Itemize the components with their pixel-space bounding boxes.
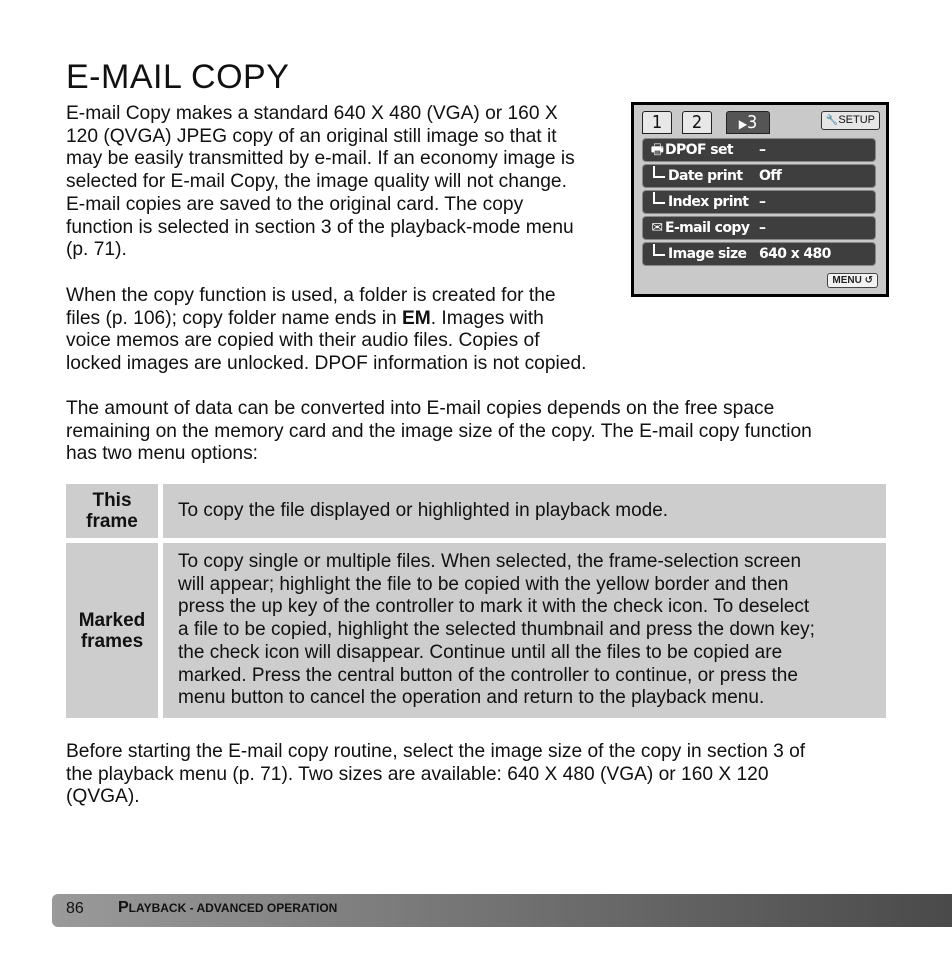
text-line: marked. Press the central button of the controller to continue, or press the	[178, 664, 798, 686]
setup-tab[interactable]	[821, 111, 880, 130]
camera-menu-screen	[631, 102, 889, 297]
setup-label: SETUP	[838, 114, 875, 126]
return-icon: ↺	[864, 275, 873, 286]
text-line: Before starting the E-mail copy routine, select the image size of the copy in section 3 of	[66, 741, 806, 762]
menu-row-email-copy[interactable]	[642, 216, 876, 240]
option-name-line: This	[92, 490, 132, 511]
tree-branch-icon	[653, 244, 665, 256]
menu-row-label: E-mail copy	[665, 220, 750, 236]
tab-section-2[interactable]: 2	[682, 111, 712, 134]
text-line: function is selected in section 3 of the playback-mode menu	[66, 216, 574, 238]
text-line: When the copy function is used, a folder is created for the	[66, 285, 556, 306]
menu-row-value: –	[759, 194, 766, 210]
camera-menu-panel	[634, 105, 886, 294]
menu-row-label: DPOF set	[665, 142, 733, 158]
wrench-icon: 🔧	[825, 115, 839, 126]
text-segment: files (p. 106); copy folder name ends in	[66, 307, 402, 329]
text-line: may be easily transmitted by e-mail. If an economy image is	[66, 148, 575, 170]
text-line: will appear; highlight the file to be copied with the yellow border and then	[178, 573, 789, 595]
option-name-line: Marked	[78, 609, 146, 631]
folder-paragraph	[66, 285, 641, 376]
intro-paragraph	[66, 103, 619, 262]
text-segment: . Images with	[430, 307, 544, 329]
text-line: has two menu options:	[66, 443, 258, 465]
text-line	[66, 308, 641, 331]
text-line: the playback menu (p. 71). Two sizes are available: 640 X 480 (VGA) or 160 X 120	[66, 763, 769, 785]
em-suffix: EM	[401, 307, 431, 329]
tree-branch-icon	[653, 192, 665, 204]
text-line: menu button to cancel the operation and return to the playback menu.	[178, 687, 765, 709]
menu-row-label: Date print	[668, 168, 743, 184]
menu-row-value: Off	[759, 168, 782, 184]
image-size-paragraph	[66, 741, 886, 809]
menu-tab-bar	[634, 105, 886, 136]
option-name	[66, 484, 158, 538]
playback-icon: ▶	[738, 117, 747, 131]
menu-row-label: Image size	[668, 246, 747, 262]
menu-row-index-print[interactable]	[642, 190, 876, 214]
option-name	[66, 543, 158, 718]
tab-label: 3	[747, 112, 758, 133]
text-line: press the up key of the controller to mark it with the check icon. To deselect	[178, 596, 810, 618]
menu-label: MENU	[832, 275, 862, 286]
section-rest: LAYBACK - ADVANCED OPERATION	[128, 901, 338, 915]
menu-row-value: –	[759, 142, 766, 158]
tab-section-1[interactable]: 1	[642, 111, 672, 134]
option-row-this-frame	[66, 484, 886, 538]
menu-row-value: 640 x 480	[759, 246, 831, 262]
tab-section-3[interactable]	[726, 111, 770, 134]
text-line: locked images are unlocked. DPOF information is not copied.	[66, 353, 587, 375]
menu-row-value: –	[759, 220, 766, 236]
text-line: selected for E-mail Copy, the image quality will not change.	[66, 171, 567, 193]
section-title	[118, 899, 337, 917]
menu-row-date-print[interactable]	[642, 164, 876, 188]
option-description	[163, 484, 886, 538]
text-line: voice memos are copied with their audio files. Copies of	[66, 330, 540, 352]
envelope-icon: ✉	[651, 220, 663, 236]
option-name-line: frames	[80, 630, 144, 652]
text-line: E-mail copies are saved to the original card. The copy	[66, 193, 524, 215]
menu-row-label: Index print	[668, 194, 749, 210]
text-line: (QVGA).	[66, 786, 140, 808]
page-title: E-MAIL COPY	[66, 58, 290, 96]
text-line: remaining on the memory card and the image size of the copy. The E-mail copy function	[66, 420, 812, 442]
text-line: 120 (QVGA) JPEG copy of an original still image so that it	[66, 125, 557, 147]
text-line: (p. 71).	[66, 239, 127, 261]
option-description	[163, 543, 886, 718]
text-line: The amount of data can be converted into E-mail copies depends on the free space	[66, 398, 775, 419]
tree-branch-icon	[653, 166, 665, 178]
printer-icon: 🖶	[650, 142, 664, 158]
option-row-marked-frames	[66, 543, 886, 718]
data-amount-paragraph	[66, 398, 886, 466]
menu-row-dpof-set[interactable]	[642, 138, 876, 162]
text-line: To copy the file displayed or highlighted in playback mode.	[178, 499, 669, 521]
option-name-line: frame	[86, 511, 138, 532]
text-line: To copy single or multiple files. When selected, the frame-selection screen	[178, 551, 802, 573]
page-number: 86	[66, 900, 84, 917]
text-line: E-mail Copy makes a standard 640 X 480 (VGA) or 160 X	[66, 103, 558, 124]
text-line: a file to be copied, highlight the selected thumbnail and press the down key;	[178, 619, 815, 641]
text-line: the check icon will disappear. Continue until all the files to be copied are	[178, 641, 783, 663]
section-initial: P	[118, 899, 129, 916]
menu-row-image-size[interactable]	[642, 242, 876, 266]
menu-return-button[interactable]	[827, 273, 878, 288]
